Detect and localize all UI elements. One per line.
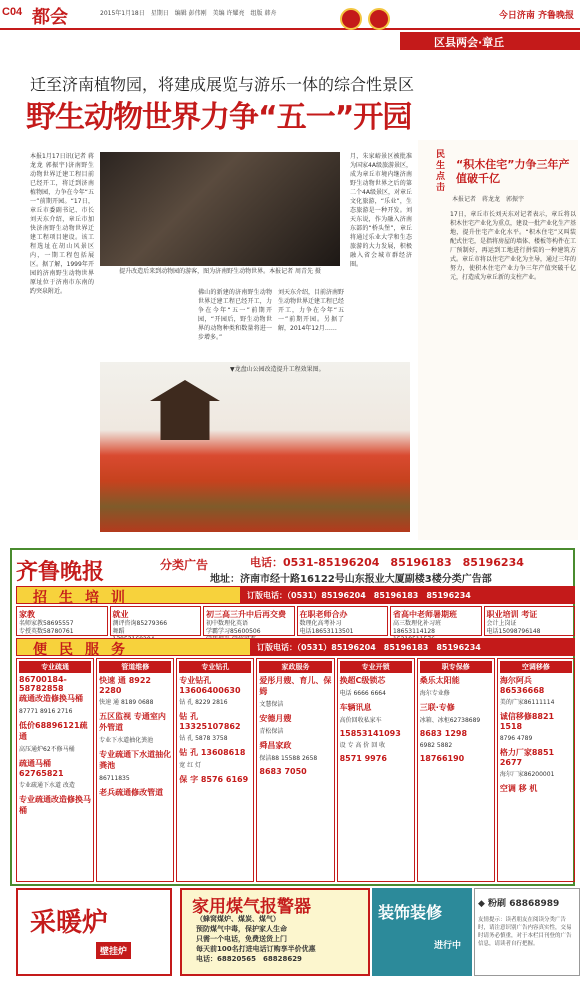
service-line: 换超C级锁芯	[339, 676, 386, 685]
service-line: 87771 8916 2716	[19, 708, 73, 715]
service-line: 8683 7050	[259, 767, 307, 776]
service-line: 钻 孔 5878 3758	[179, 735, 228, 742]
header-info: 2015年1月18日 星期日 编辑 彭伟刚 美编 许耀亮 组版 韩舟	[100, 10, 277, 17]
service-line: 保 字 8576 6169	[179, 775, 249, 784]
article-kicker: 迁至济南植物园，将建成展览与游乐一体的综合性景区	[30, 75, 415, 94]
service-line: 老兵疏通修改管道	[99, 788, 164, 797]
side-body: 17日，章丘市长刘天东对记者表示，章丘将以积木住宅产业化为重点，建设一批产业化生产基地，提升住宅产业化水平。“积木住宅”又叫装配式住宅，是指将房屋的墙体、楼板等构件在工厂预制好，再运到工地进行拼装的一种建筑方式。章丘市将以住宅产业化为主导，通过三年的努力，使积木住宅产业力争三年产值突破千亿元，打造成为章丘新的支柱产业。	[450, 211, 577, 281]
side-byline: 本报记者 蒋龙龙 郭振宇	[452, 196, 525, 203]
ad-label: 分类广告	[160, 558, 209, 572]
heater-ad-title: 采暖炉	[30, 908, 109, 938]
training-line: 高三数理化补习班	[393, 620, 442, 627]
article-column-2: 佛山的新建的济南野生动物世界迁建工程已经开工，力争在今年“五一”前期开园，“开园后，野生动物世界的动物种类和数量将进一步增多。”	[198, 289, 272, 341]
training-phone: 订版电话：（0531）85196204 85196183 85196234	[241, 586, 575, 604]
training-line: 学霸学习85600506	[206, 628, 261, 635]
service-line: 专业疏通改造修换马桶	[19, 795, 91, 815]
training-line: 测评咨询85279366	[112, 620, 168, 627]
paint-ad: ◆ 粉刷 68868989	[478, 899, 560, 909]
service-line: 宽 红 灯	[179, 762, 202, 769]
service-line: 快速 通 8922 2280	[99, 676, 151, 695]
service-title: 职专保修	[420, 661, 492, 673]
service-line: 海尔专业修	[419, 690, 450, 697]
brand-logo: 齐鲁晚报	[16, 559, 105, 585]
service-highlight: 86700184-58782858	[19, 675, 67, 693]
training-line: 舞蹈	[112, 628, 125, 635]
paper-logo: 今日济南 齐鲁晚报	[498, 11, 574, 21]
service-cell	[337, 658, 415, 882]
training-line: 18653114128	[393, 628, 435, 635]
service-line: 空调 移 机	[499, 784, 538, 793]
services-grid	[16, 658, 575, 882]
service-line: 钻 孔 13325107862	[179, 712, 241, 731]
page-number: C04	[2, 6, 23, 18]
service-title: 空调移修	[500, 661, 572, 673]
rendering-caption: ▼龙盘山公园改造提升工程效果图。	[230, 366, 325, 373]
service-line: 海尔厂家86200001	[499, 771, 555, 778]
training-cell	[484, 606, 576, 636]
gas-alarm-lines	[196, 914, 362, 964]
service-title: 管道维修	[99, 661, 171, 673]
service-line: 设 专 高 价 回 收	[339, 742, 386, 749]
gas-alarm-line: 预防煤气中毒，保护家人生命	[196, 925, 287, 933]
service-line: 高价回收私家车	[339, 717, 382, 724]
training-line: 数理化高考补习	[299, 620, 342, 627]
service-line: 冰箱、冰柜62738689	[419, 717, 481, 724]
photo-caption: 提升改造后来到动物园的游客，图为济南野生动物世界。本报记者 周青先 摄	[119, 268, 321, 275]
service-cell	[176, 658, 254, 882]
service-line: 专业疏通下水道抽化粪池	[99, 750, 172, 770]
heater-ad-sub: 壁挂炉	[96, 942, 131, 959]
training-title: 初三高三升中后再交费	[206, 610, 286, 619]
service-title: 专业开锁	[340, 661, 412, 673]
service-line: 保洁88 15588 2658	[259, 755, 318, 762]
service-line: 钻 孔 13608618	[179, 748, 246, 757]
article-column-1: 本报1月17日讯(记者 蒋龙龙 郭振宇)济南野生动物世界迁建工程目前已经开工，将迁到济南植物园，力争在今年“五一”前期开园。“17日，章丘市委副书记、市长刘天东介绍，章丘市加快济南野生动物世界迁建工程项目建设。该工程选址在胡山风景区内，一期工程包括展区。据了解，1999年开园的济南野生动物世界原址位于济南市东南的趵突泉附近。	[30, 153, 94, 295]
service-line: 格力厂家8851 2677	[499, 748, 555, 767]
service-title: 家政服务	[259, 661, 331, 673]
service-line: 18766190	[419, 754, 465, 763]
page-header	[0, 0, 580, 30]
service-line: 美的广家86111114	[499, 699, 555, 706]
service-line: 专业下水道抽化粪池	[99, 737, 154, 744]
gas-alarm-line: 电话：68820565 68828629	[196, 955, 302, 963]
training-line: 会计上岗证	[486, 620, 517, 627]
gas-alarm-line: 只需一个电话，免费送货上门	[196, 935, 287, 943]
article-photo	[100, 152, 340, 266]
notice-text	[478, 916, 576, 948]
park-rendering-photo	[100, 362, 410, 532]
service-line: 8571 9976	[339, 754, 387, 763]
service-line: 桑乐太阳能	[419, 676, 460, 685]
service-line: 8683 1298	[419, 729, 468, 738]
service-line: 舜昌家政	[259, 741, 292, 750]
ad-address: 地址：济南市经十路16122号山东报业大厦副楼3楼分类广告部	[210, 574, 492, 585]
training-line: 电话18653113501	[299, 628, 354, 635]
service-line: 海尔阿兵86536668	[499, 676, 545, 695]
gas-alarm-title: 家用煤气报警器	[192, 897, 311, 917]
decoration-ad-title: 装饰装修	[378, 903, 443, 922]
service-cell	[497, 658, 575, 882]
side-tag: 民生点击	[436, 150, 446, 193]
notice-line: 友情提示：读者朋友在阅读分类广告时，请注意识别广告内容真实性，交易时请务必慎重，对于本栏目刊登的广告信息，请读者自行把握。	[478, 917, 572, 947]
training-cell	[390, 606, 482, 636]
training-cell	[16, 606, 108, 636]
article-column-4: 月，朱家峪景区被批准为国家4A级旅游景区，成为章丘市境内继济南野生动物世界之后的第二个4A级景区，对章丘文化旅游，“乐业”，生态旅游是一种开发。刘天东说，作为融入济南东部的“桥头堡”，章丘将通过乐业大学和生态旅游的大力发展，积极融入省会城市群经济圈。	[350, 153, 412, 268]
training-title: 就业	[112, 610, 129, 619]
article-column-3: 刘天东介绍，目前济南野生动物世界迁建工程已经开工，力争在今年“五一”前期开园。另据了解，2014年12月……	[278, 289, 345, 332]
service-line: 车辆讯息	[339, 703, 372, 712]
training-title: 省高中老师暑期班	[393, 610, 457, 619]
section-title: 都会	[32, 7, 68, 28]
service-line: 安德月嫂	[259, 714, 292, 723]
training-title: 在职老师合办	[299, 610, 348, 619]
service-line: 青松保洁	[259, 728, 284, 735]
training-row	[16, 606, 575, 636]
emblem-icon	[340, 8, 362, 30]
gas-alarm-line: 每天前100名打进电话订购享半价优惠	[196, 945, 316, 953]
training-cell	[297, 606, 389, 636]
services-banner: 便民服务	[16, 638, 251, 656]
service-line: 高压通炉62不修马桶	[19, 746, 75, 753]
training-line: 专授英数58780761	[19, 628, 74, 635]
training-line: 电话15098796148	[486, 628, 541, 635]
service-line: 专业钻孔13606400630	[179, 676, 241, 695]
service-cell	[256, 658, 334, 882]
training-title: 家教	[19, 610, 35, 619]
service-title: 专业钻孔	[179, 661, 251, 673]
service-cell	[96, 658, 174, 882]
service-cell	[16, 658, 94, 882]
services-phone: 订版电话：（0531）85196204 85196183 85196234	[251, 638, 575, 656]
service-line: 疏通改造修换马桶	[19, 694, 83, 703]
service-line: 15853141093	[339, 729, 401, 738]
service-line: 6982 5882	[419, 742, 453, 749]
service-line: 爱彤月嫂、育儿、保姆	[259, 676, 332, 696]
training-banner: 招生培训	[16, 586, 241, 604]
service-line: 电话 6666 6664	[339, 690, 386, 697]
service-line: 低价68896121疏通	[19, 721, 88, 741]
service-line: 86711835	[99, 775, 130, 782]
service-line: 五区监视 专通室内外管道	[99, 712, 166, 732]
service-line: 文慧保洁	[259, 701, 284, 708]
service-line: 8796 4789	[499, 735, 533, 742]
side-headline: “积木住宅”力争三年产值破千亿	[456, 158, 570, 185]
training-line: 初中数理化英语	[206, 620, 249, 627]
service-line: 三联·专修	[419, 703, 455, 712]
service-line: 专业疏通下水道 改造	[19, 782, 75, 789]
training-cell	[203, 606, 295, 636]
training-title: 职业培训 考证	[486, 610, 538, 619]
service-title: 专业疏通	[19, 661, 91, 673]
decoration-ad-sub: 进行中	[434, 941, 462, 951]
service-line: 疏通马桶62765821	[19, 759, 64, 778]
gas-alarm-line: （蜂窝煤炉、煤炭、煤气）	[196, 915, 280, 923]
ad-phone: 电话：0531-85196204 85196183 85196234	[250, 556, 524, 569]
service-line: 钻 孔 8229 2816	[179, 699, 228, 706]
emblem-icon	[368, 8, 390, 30]
district-banner: 区县两会·章丘	[400, 32, 580, 50]
training-line: 名师家教58695557	[19, 620, 74, 627]
service-line: 快速 通 8189 0688	[99, 699, 154, 706]
service-cell	[417, 658, 495, 882]
article-headline: 野生动物世界力争“五一”开园	[26, 100, 412, 135]
service-line: 诚信移修8821 1518	[499, 712, 555, 731]
training-cell	[110, 606, 202, 636]
